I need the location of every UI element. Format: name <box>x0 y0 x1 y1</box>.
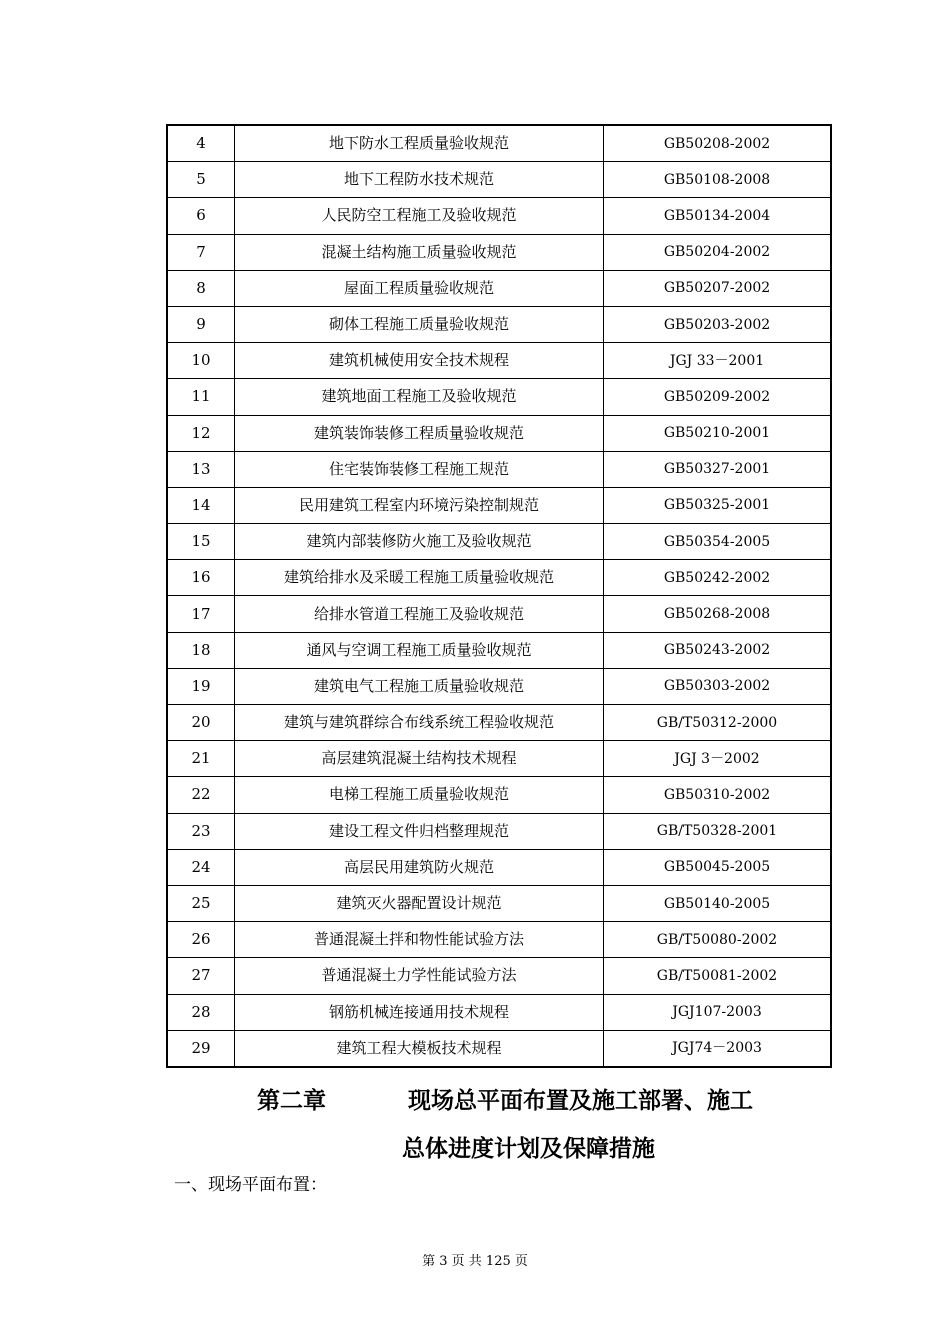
standard-name-cell: 混凝土结构施工质量验收规范 <box>235 234 604 270</box>
row-number-cell: 21 <box>167 741 235 777</box>
standard-code-cell: GB/T50080-2002 <box>604 922 832 958</box>
standard-name-cell: 建筑灭火器配置设计规范 <box>235 885 604 921</box>
section-heading: 一、现场平面布置： <box>174 1175 327 1195</box>
table-row <box>167 813 831 849</box>
standard-code-cell: GB50209-2002 <box>604 379 832 415</box>
standard-name-cell: 建筑内部装修防火施工及验收规范 <box>235 524 604 560</box>
standard-name-cell: 建筑装饰装修工程质量验收规范 <box>235 415 604 451</box>
standard-name-cell: 地下工程防水技术规范 <box>235 162 604 198</box>
standard-name-cell: 建筑地面工程施工及验收规范 <box>235 379 604 415</box>
table-row <box>167 741 831 777</box>
row-number-cell: 14 <box>167 487 235 523</box>
standard-code-cell: JGJ 3－2002 <box>604 741 832 777</box>
table-row <box>167 777 831 813</box>
standard-code-cell: GB50354-2005 <box>604 524 832 560</box>
standard-code-cell: GB50045-2005 <box>604 849 832 885</box>
table-row <box>167 922 831 958</box>
standard-code-cell: GB50208-2002 <box>604 125 832 162</box>
row-number-cell: 5 <box>167 162 235 198</box>
standard-name-cell: 地下防水工程质量验收规范 <box>235 125 604 162</box>
table-row <box>167 705 831 741</box>
standard-name-cell: 通风与空调工程施工质量验收规范 <box>235 632 604 668</box>
table-row <box>167 668 831 704</box>
row-number-cell: 13 <box>167 451 235 487</box>
table-row <box>167 596 831 632</box>
table-row <box>167 885 831 921</box>
table-row <box>167 994 831 1030</box>
row-number-cell: 9 <box>167 306 235 342</box>
standard-name-cell: 建筑电气工程施工质量验收规范 <box>235 668 604 704</box>
standard-name-cell: 建设工程文件归档整理规范 <box>235 813 604 849</box>
standard-code-cell: JGJ 33－2001 <box>604 343 832 379</box>
standard-code-cell: GB50243-2002 <box>604 632 832 668</box>
standard-name-cell: 普通混凝土力学性能试验方法 <box>235 958 604 994</box>
table-row <box>167 162 831 198</box>
chapter-heading <box>0 1082 950 1114</box>
row-number-cell: 19 <box>167 668 235 704</box>
table-row <box>167 125 831 162</box>
standard-name-cell: 给排水管道工程施工及验收规范 <box>235 596 604 632</box>
row-number-cell: 23 <box>167 813 235 849</box>
standard-code-cell: GB50325-2001 <box>604 487 832 523</box>
row-number-cell: 12 <box>167 415 235 451</box>
row-number-cell: 6 <box>167 198 235 234</box>
table-row <box>167 524 831 560</box>
standard-name-cell: 高层民用建筑防火规范 <box>235 849 604 885</box>
row-number-cell: 11 <box>167 379 235 415</box>
table-row <box>167 415 831 451</box>
table-row <box>167 343 831 379</box>
standard-name-cell: 高层建筑混凝土结构技术规程 <box>235 741 604 777</box>
standard-name-cell: 建筑给排水及采暖工程施工质量验收规范 <box>235 560 604 596</box>
standard-code-cell: JGJ74－2003 <box>604 1030 832 1067</box>
row-number-cell: 26 <box>167 922 235 958</box>
table-row <box>167 306 831 342</box>
row-number-cell: 25 <box>167 885 235 921</box>
table-row <box>167 198 831 234</box>
standard-code-cell: GB50327-2001 <box>604 451 832 487</box>
row-number-cell: 29 <box>167 1030 235 1067</box>
row-number-cell: 22 <box>167 777 235 813</box>
standard-name-cell: 住宅装饰装修工程施工规范 <box>235 451 604 487</box>
table-row <box>167 379 831 415</box>
table-row <box>167 632 831 668</box>
standard-code-cell: GB50303-2002 <box>604 668 832 704</box>
row-number-cell: 10 <box>167 343 235 379</box>
standard-name-cell: 建筑机械使用安全技术规程 <box>235 343 604 379</box>
standard-code-cell: GB50134-2004 <box>604 198 832 234</box>
table-row <box>167 849 831 885</box>
standard-code-cell: GB/T50312-2000 <box>604 705 832 741</box>
standard-name-cell: 民用建筑工程室内环境污染控制规范 <box>235 487 604 523</box>
row-number-cell: 15 <box>167 524 235 560</box>
row-number-cell: 20 <box>167 705 235 741</box>
standard-code-cell: JGJ107-2003 <box>604 994 832 1030</box>
table-row <box>167 1030 831 1067</box>
chapter-title-line2: 总体进度计划及保障措施 <box>402 1136 655 1162</box>
standard-name-cell: 人民防空工程施工及验收规范 <box>235 198 604 234</box>
standard-code-cell: GB50310-2002 <box>604 777 832 813</box>
table-row <box>167 451 831 487</box>
standards-table <box>166 124 832 1068</box>
standard-code-cell: GB50210-2001 <box>604 415 832 451</box>
standard-code-cell: GB/T50328-2001 <box>604 813 832 849</box>
row-number-cell: 8 <box>167 270 235 306</box>
row-number-cell: 27 <box>167 958 235 994</box>
chapter-title-line1: 现场总平面布置及施工部署、施工 <box>408 1088 753 1114</box>
standard-code-cell: GB50207-2002 <box>604 270 832 306</box>
standard-code-cell: GB50108-2008 <box>604 162 832 198</box>
standard-code-cell: GB/T50081-2002 <box>604 958 832 994</box>
standard-code-cell: GB50140-2005 <box>604 885 832 921</box>
standard-code-cell: GB50204-2002 <box>604 234 832 270</box>
table-row <box>167 234 831 270</box>
row-number-cell: 24 <box>167 849 235 885</box>
row-number-cell: 16 <box>167 560 235 596</box>
standard-name-cell: 屋面工程质量验收规范 <box>235 270 604 306</box>
row-number-cell: 28 <box>167 994 235 1030</box>
table-row <box>167 560 831 596</box>
standard-name-cell: 钢筋机械连接通用技术规程 <box>235 994 604 1030</box>
table-row <box>167 270 831 306</box>
standard-code-cell: GB50242-2002 <box>604 560 832 596</box>
page-footer: 第 3 页 共 125 页 <box>422 1254 528 1269</box>
row-number-cell: 4 <box>167 125 235 162</box>
row-number-cell: 18 <box>167 632 235 668</box>
row-number-cell: 7 <box>167 234 235 270</box>
table-row <box>167 958 831 994</box>
standard-name-cell: 普通混凝土拌和物性能试验方法 <box>235 922 604 958</box>
standard-code-cell: GB50268-2008 <box>604 596 832 632</box>
standards-table-body <box>167 125 831 1067</box>
table-row <box>167 487 831 523</box>
standard-name-cell: 砌体工程施工质量验收规范 <box>235 306 604 342</box>
chapter-number: 第二章 <box>257 1088 326 1114</box>
standard-name-cell: 建筑工程大模板技术规程 <box>235 1030 604 1067</box>
row-number-cell: 17 <box>167 596 235 632</box>
standard-code-cell: GB50203-2002 <box>604 306 832 342</box>
standard-name-cell: 电梯工程施工质量验收规范 <box>235 777 604 813</box>
standard-name-cell: 建筑与建筑群综合布线系统工程验收规范 <box>235 705 604 741</box>
